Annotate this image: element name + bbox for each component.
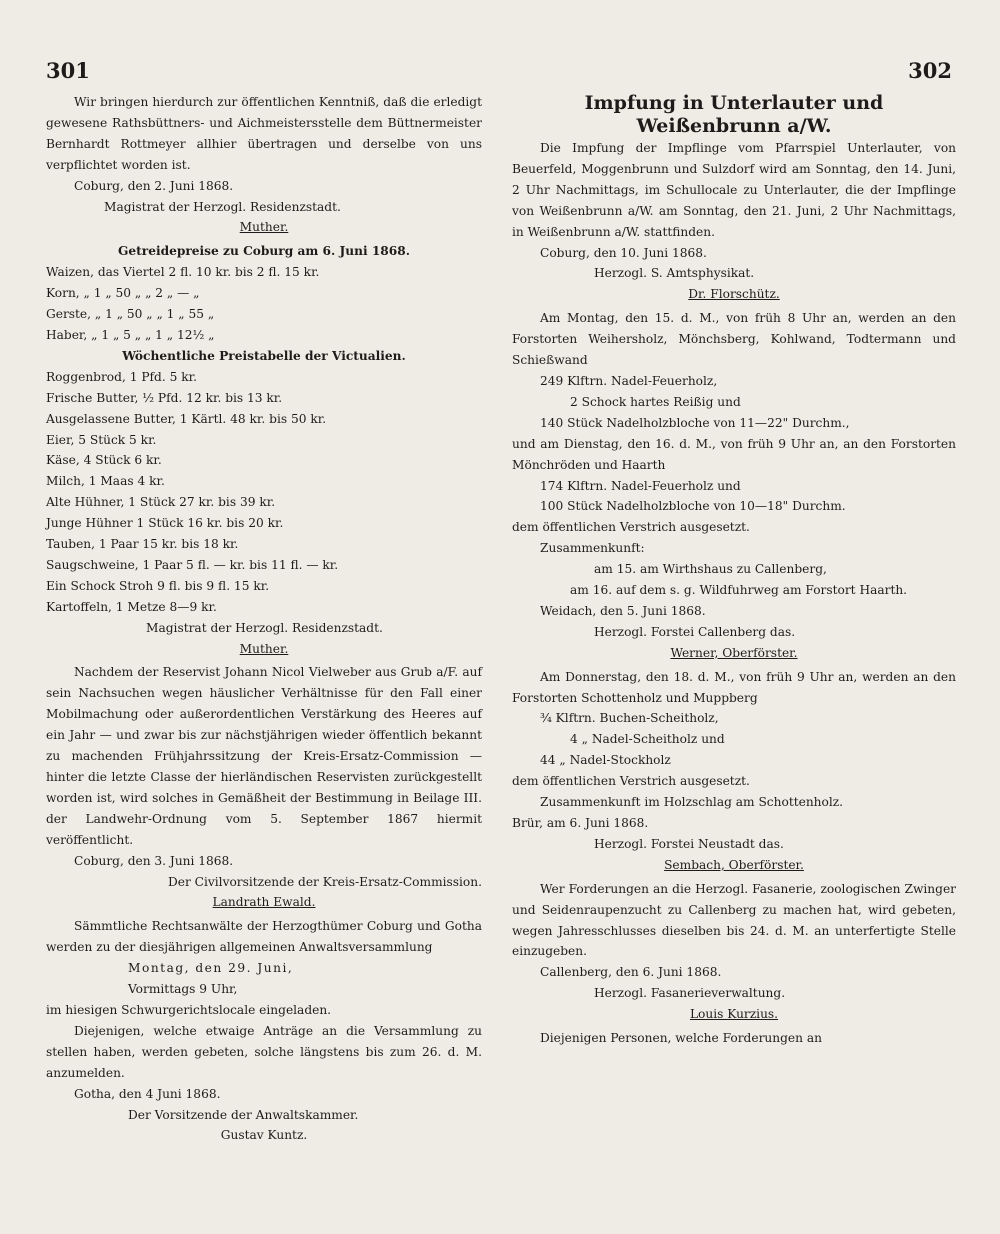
right-column-line: ¾ Klftrn. Buchen-Scheitholz, [540,711,719,726]
right-column-line: Wer Forderungen an die Herzogl. Fasanerie, zoologischen Zwinger und Seidenraupenzucht zu Callenberg zu machen hat, wird gebeten, wegen Jahresschlusses dieselben bis 24. d. M. an unterfertigte Stelle einzugeben. [512,881,956,959]
left-column-line: Alte Hühner, 1 Stück 27 kr. bis 39 kr. [46,495,276,510]
left-column-line: Gustav Kuntz. [220,1128,308,1143]
left-column-line: Junge Hühner 1 Stück 16 kr. bis 20 kr. [46,516,284,531]
left-column [46,92,482,1146]
left-column-line: Landrath Ewald. [212,895,316,910]
right-column-line: Am Donnerstag, den 18. d. M., von früh 9 Uhr an, werden an den Forstorten Schottenholz und Muppberg [512,669,956,705]
left-column-line: Eier, 5 Stück 5 kr. [46,432,157,447]
left-column-line: Kartoffeln, 1 Metze 8—9 kr. [46,599,217,614]
right-column-line: 2 Schock hartes Reißig und [570,394,741,409]
right-column-line: Herzogl. Forstei Neustadt das. [594,836,784,851]
left-column-line: Coburg, den 3. Juni 1868. [74,853,234,868]
left-column-line: Muther. [239,220,289,235]
left-column-line: Frische Butter, ½ Pfd. 12 kr. bis 13 kr. [46,390,283,405]
right-column-line: Die Impfung der Impflinge vom Pfarrspiel Unterlauter, von Beuerfeld, Moggenbrunn und Sulzdorf wird am Sonntag, den 14. Juni, 2 Uhr Nachmittags, im Schullocale zu Unterlauter, die der Impflinge von Weißenbrunn a/W. am Sonntag, den 21. Juni, 2 Uhr Nachmittags, in Weißenbrunn a/W. stattfinden. [512,141,956,239]
left-column-line: Diejenigen, welche etwaige Anträge an die Versammlung zu stellen haben, werden gebeten, solche längstens bis zum 26. d. M. anzumelden. [46,1023,482,1080]
left-column-line: Gotha, den 4 Juni 1868. [74,1086,221,1101]
right-column-line: Herzogl. Fasanerieverwaltung. [594,986,786,1001]
page-number-left: 301 [46,58,90,83]
right-column-line: dem öffentlichen Verstrich ausgesetzt. [512,774,750,789]
left-column-line: Magistrat der Herzogl. Residenzstadt. [104,199,341,214]
left-column-line: Getreidepreise zu Coburg am 6. Juni 1868. [117,244,410,259]
right-column-line: und am Dienstag, den 16. d. M., von früh 9 Uhr an, an den Forstorten Mönchröden und Haarth [512,436,956,472]
left-column-line: Milch, 1 Maas 4 kr. [46,474,165,489]
page-number-right: 302 [908,58,952,83]
right-column-line: Zusammenkunft: [540,541,645,556]
left-column-line: Gerste, „ 1 „ 50 „ „ 1 „ 55 „ [46,307,215,322]
left-column-line: Sämmtliche Rechtsanwälte der Herzogthümer Coburg und Gotha werden zu der diesjährigen allgemeinen Anwaltsversammlung [46,919,482,955]
left-column-line: Käse, 4 Stück 6 kr. [46,453,162,468]
right-column-line: Dr. Florschütz. [688,287,780,302]
right-column-line: 44 „ Nadel-Stockholz [540,753,671,768]
right-column [512,92,956,1049]
left-column-line: im hiesigen Schwurgerichtslocale eingeladen. [46,1002,332,1017]
left-column-line: Nachdem der Reservist Johann Nicol Vielweber aus Grub a/F. auf sein Nachsuchen wegen häuslicher Verhältnisse für den Fall einer Mobilmachung oder außerordentlichen Verstärkung des Heeres auf ein Jahr — und zwar bis zur nächstjährigen wieder öffentlich bekannt zu machenden Frühjahrssitzung der Kreis-Ersatz-Commission — hinter die letzte Classe der hierländischen Reservisten zurückgestellt worden ist, wird solches in Gemäßheit der Bestimmung in Beilage III. der Landwehr-Ordnung vom 5. September 1867 hiermit veröffentlicht. [46,665,482,847]
left-column-line: Saugschweine, 1 Paar 5 fl. — kr. bis 11 fl. — kr. [46,557,339,572]
right-column-line: am 16. auf dem s. g. Wildfuhrweg am Forstort Haarth. [570,583,908,598]
right-column-line: Zusammenkunft im Holzschlag am Schottenholz. [540,795,844,810]
left-column-line: Ein Schock Stroh 9 fl. bis 9 fl. 15 kr. [46,578,270,593]
right-column-line: Werner, Oberförster. [670,645,798,660]
left-column-line: Montag, den 29. Juni, [128,961,294,976]
left-column-line: Korn, „ 1 „ 50 „ „ 2 „ — „ [46,286,200,301]
left-column-line: Vormittags 9 Uhr, [128,982,238,997]
right-column-line: 4 „ Nadel-Scheitholz und [570,732,725,747]
left-column-line: Roggenbrod, 1 Pfd. 5 kr. [46,369,197,384]
right-column-line: Diejenigen Personen, welche Forderungen an [540,1031,822,1046]
left-column-line: Wöchentliche Preistabelle der Victualien. [122,348,406,363]
right-column-line: Am Montag, den 15. d. M., von früh 8 Uhr an, werden an den Forstorten Weihersholz, Mönchsberg, Kohlwand, Todtermann und Schießwand [512,311,956,368]
right-column-line: 249 Klftrn. Nadel-Feuerholz, [540,373,718,388]
left-column-line: Coburg, den 2. Juni 1868. [74,178,234,193]
right-column-line: Louis Kurzius. [689,1007,779,1022]
left-column-line: Ausgelassene Butter, 1 Kärtl. 48 kr. bis 50 kr. [46,411,327,426]
left-column-line: Der Civilvorsitzende der Kreis-Ersatz-Commission. [167,874,482,889]
right-column-line: Callenberg, den 6. Juni 1868. [540,965,722,980]
left-column-line: Wir bringen hierdurch zur öffentlichen Kenntniß, daß die erledigt gewesene Rathsbüttners- und Aichmeistersstelle dem Büttnermeister Bernhardt Rottmeyer allhier übertragen und derselbe von uns verpflichtet worden ist. [46,95,482,172]
right-column-line: Herzogl. Forstei Callenberg das. [594,624,796,639]
right-column-line: Weidach, den 5. Juni 1868. [540,603,706,618]
right-column-line: Sembach, Oberförster. [664,857,804,872]
left-column-line: Waizen, das Viertel 2 fl. 10 kr. bis 2 fl. 15 kr. [46,265,320,280]
right-column-line: Herzogl. S. Amtsphysikat. [594,266,755,281]
right-column-line: 140 Stück Nadelholzbloche von 11—22" Durchm., [540,415,850,430]
left-column-line: Haber, „ 1 „ 5 „ „ 1 „ 12½ „ [46,327,215,342]
right-column-line: 174 Klftrn. Nadel-Feuerholz und [540,478,741,493]
right-column-line: Coburg, den 10. Juni 1868. [540,245,707,260]
right-column-line: 100 Stück Nadelholzbloche von 10—18" Durchm. [540,499,846,514]
right-column-line: dem öffentlichen Verstrich ausgesetzt. [512,520,750,535]
right-column-line: Brür, am 6. Juni 1868. [512,816,649,830]
right-column-line: am 15. am Wirthshaus zu Callenberg, [594,562,827,577]
left-column-line: Magistrat der Herzogl. Residenzstadt. [146,620,383,635]
right-column-line: Impfung in Unterlauter und Weißenbrunn a/W. [584,92,884,137]
left-column-line: Der Vorsitzende der Anwaltskammer. [128,1107,359,1122]
left-column-line: Muther. [239,641,289,656]
left-column-line: Tauben, 1 Paar 15 kr. bis 18 kr. [46,537,239,552]
